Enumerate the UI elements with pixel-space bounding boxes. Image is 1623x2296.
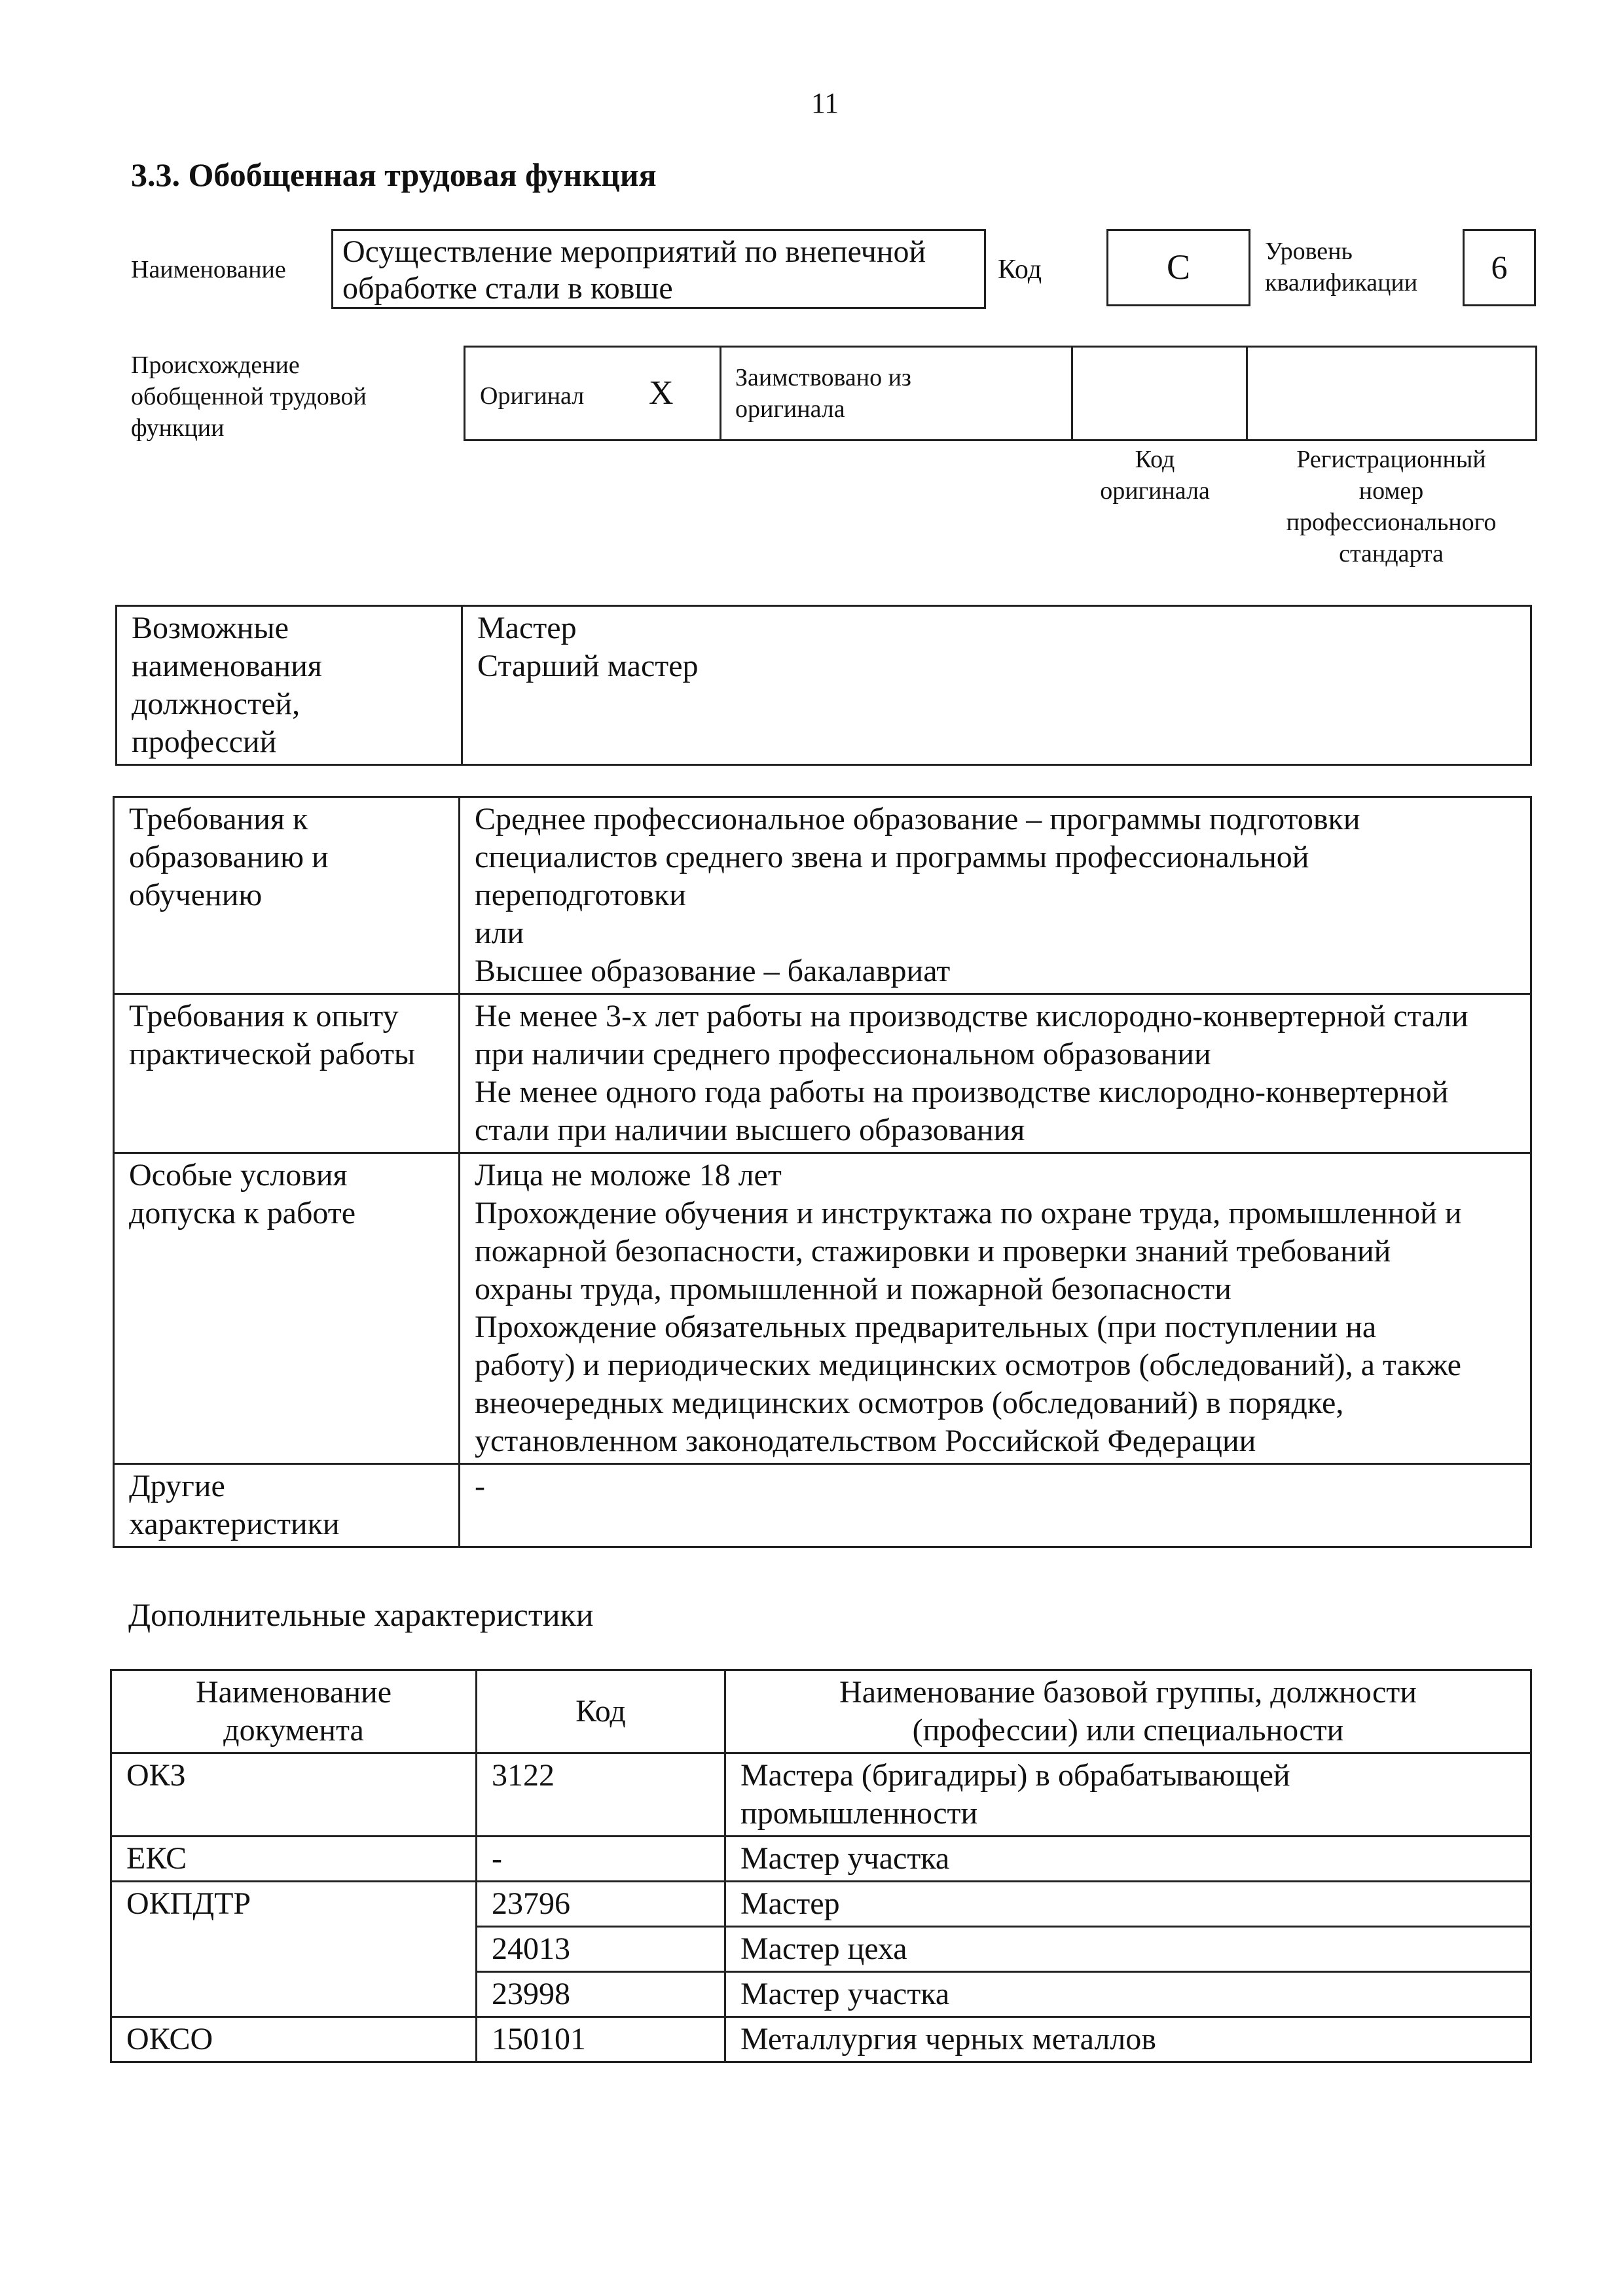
- origin-divider: [1246, 346, 1248, 441]
- cell-code: 150101: [477, 2017, 725, 2062]
- table-row: [114, 994, 1531, 1153]
- requirement-value: Среднее профессиональное образование – программы подготовки специалистов среднего звена и программы профессиональной переподготовки или Высшее образование – бакалавриат: [460, 797, 1531, 994]
- origin-divider: [1071, 346, 1073, 441]
- cell-name: Мастер цеха: [725, 1927, 1531, 1972]
- table-header-row: [111, 1670, 1531, 1753]
- requirement-value: Не менее 3-х лет работы на производстве кислородно-конвертерной стали при наличии среднего профессиональном образовании Не менее одного года работы на производстве кислородно-конвертерной стали при наличии высшего образования: [460, 994, 1531, 1153]
- table-row: [114, 1153, 1531, 1464]
- code-label: Код: [998, 255, 1042, 285]
- level-value-box: 6: [1463, 229, 1536, 306]
- origin-box: [464, 346, 1537, 441]
- cell-name: Металлургия черных металлов: [725, 2017, 1531, 2062]
- requirement-value: -: [460, 1464, 1531, 1547]
- additional-title: Дополнительные характеристики: [128, 1596, 594, 1633]
- requirement-label: Требования к образованию и обучению: [114, 797, 460, 994]
- positions-table: [115, 605, 1532, 766]
- table-row: [114, 1464, 1531, 1547]
- cell-name: Мастера (бригадиры) в обрабатывающей промышленности: [725, 1753, 1531, 1837]
- original-mark: Х: [649, 374, 674, 412]
- requirements-table: [113, 796, 1532, 1548]
- table-row: [111, 2017, 1531, 2062]
- cell-doc: ЕКС: [111, 1837, 477, 1882]
- requirement-label: Другие характеристики: [114, 1464, 460, 1547]
- additional-table: [110, 1669, 1532, 2063]
- name-value-line: Осуществление мероприятий по внепечной: [342, 234, 926, 269]
- origin-divider: [720, 346, 721, 441]
- page-number: 11: [811, 87, 839, 119]
- cell-name: Мастер участка: [725, 1972, 1531, 2017]
- original-label: Оригинал: [480, 382, 585, 410]
- code-value-box: С: [1106, 229, 1250, 306]
- borrowed-label: Заимствовано из оригинала: [735, 364, 911, 423]
- table-row: [111, 1882, 1531, 1927]
- origin-label: Происхождение обобщенной трудовой функции: [131, 351, 367, 442]
- requirement-value: Лица не моложе 18 лет Прохождение обучения и инструктажа по охране труда, промышленной и пожарной безопасности, стажировки и проверки знаний требований охраны труда, промышленной и пожарной безопасности Прохождение обязательных предварительных (при поступлении на работу) и периодических медицинских осмотров (обследований), а также внеочередных медицинских осмотров (обследований) в порядке, установленном законодательством Российской Федерации: [460, 1153, 1531, 1464]
- header-code: Код: [477, 1670, 725, 1753]
- cell-name: Мастер: [725, 1882, 1531, 1927]
- header-doc: Наименование документа: [111, 1670, 477, 1753]
- cell-code: 23998: [477, 1972, 725, 2017]
- cell-code: 24013: [477, 1927, 725, 1972]
- level-label: Уровень квалификации: [1265, 238, 1418, 296]
- cell-doc: ОКСО: [111, 2017, 477, 2062]
- cell-code: 3122: [477, 1753, 725, 1837]
- cell-doc: ОКПДТР: [111, 1882, 477, 2017]
- code-original-caption: Код оригинала: [1100, 446, 1210, 505]
- requirement-label: Особые условия допуска к работе: [114, 1153, 460, 1464]
- table-row: [117, 606, 1531, 765]
- table-row: [114, 797, 1531, 994]
- positions-label: Возможные наименования должностей, профессий: [117, 606, 462, 765]
- section-title: 3.3. Обобщенная трудовая функция: [131, 156, 657, 193]
- header-name: Наименование базовой группы, должности (профессии) или специальности: [725, 1670, 1531, 1753]
- cell-name: Мастер участка: [725, 1837, 1531, 1882]
- name-label: Наименование: [131, 256, 286, 283]
- reg-number-caption: Регистрационный номер профессионального стандарта: [1286, 446, 1497, 567]
- name-value-line: обработке стали в ковше: [342, 271, 673, 306]
- cell-code: 23796: [477, 1882, 725, 1927]
- cell-doc: ОКЗ: [111, 1753, 477, 1837]
- name-value-box: [331, 229, 986, 309]
- cell-code: -: [477, 1837, 725, 1882]
- table-row: [111, 1753, 1531, 1837]
- positions-values: Мастер Старший мастер: [462, 606, 1531, 765]
- requirement-label: Требования к опыту практической работы: [114, 994, 460, 1153]
- table-row: [111, 1837, 1531, 1882]
